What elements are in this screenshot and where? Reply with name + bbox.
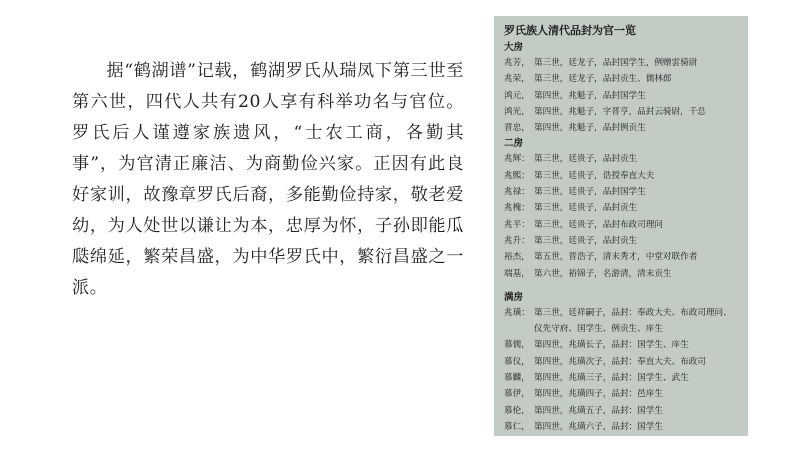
person-detail: 第三世，廷祥嗣子，品封：奉政大夫、布政司理问、仪先守府、国学生、例贡生、庠生 bbox=[534, 307, 732, 335]
article-text: 据“鹤湖谱”记载，鹤湖罗氏从瑞凤下第三世至第六世，四代人共有20人享有科举功名与官位。罗氏后人谨遵家族遗风，“士农工商，各勤其事”，为官清正廉洁、为商勤俭兴家。正因有此良好家训，故豫章罗氏后裔，多能勤俭持家，敬老爱幼，为人处世以谦让为本，忠厚为怀，子孙即能瓜瓞绵延，繁荣昌盛，为中华罗氏中，繁衍昌盛之一派。 bbox=[72, 61, 464, 298]
person-detail: 第四世，兆璜三子，品封：国学生、武生 bbox=[534, 373, 689, 384]
person-name: 兆璜： bbox=[504, 307, 530, 318]
person-name: 兆辉： bbox=[504, 154, 530, 165]
person-name: 鸿元， bbox=[504, 90, 530, 101]
person-detail: 第四世，兆璜五子，品封：国学生 bbox=[534, 405, 663, 416]
list-item bbox=[504, 419, 740, 435]
list-item bbox=[504, 88, 740, 104]
person-name: 兆熙： bbox=[504, 170, 530, 181]
person-detail: 第四世，兆魁子，字晋亨，品封云骑尉，千总 bbox=[534, 106, 706, 117]
list-item bbox=[504, 337, 740, 353]
list-item bbox=[504, 55, 740, 71]
person-detail: 第三世，廷龙子，品封贡生、儒林郎 bbox=[534, 74, 672, 85]
list-item bbox=[504, 104, 740, 120]
person-name: 慕儒， bbox=[504, 340, 530, 351]
person-name: 慕麟， bbox=[504, 373, 530, 384]
person-name: 鸿光， bbox=[504, 106, 530, 117]
person-detail: 第三世，廷贵子，品封国学生 bbox=[534, 187, 646, 198]
list-item bbox=[504, 217, 740, 233]
person-detail: 第四世，兆璜长子，品封：国学生、庠生 bbox=[534, 340, 689, 351]
person-name: 裕杰， bbox=[504, 252, 530, 263]
person-detail: 第三世，廷贵子，品封贡生 bbox=[534, 203, 638, 214]
person-name: 兆禄： bbox=[504, 187, 530, 198]
person-name: 慕伦， bbox=[504, 405, 530, 416]
list-item bbox=[504, 354, 740, 370]
section-dafang bbox=[504, 40, 740, 136]
person-detail: 第五世，晋浩子，清末秀才，中堂对联作者 bbox=[534, 252, 698, 263]
person-name: 慕仁， bbox=[504, 421, 530, 432]
list-item bbox=[504, 71, 740, 87]
list-item bbox=[504, 200, 740, 216]
section-title: 大房 bbox=[504, 42, 524, 53]
list-item bbox=[504, 370, 740, 386]
person-detail: 第三世，廷贵子，品封贡生 bbox=[534, 154, 638, 165]
section-title: 二房 bbox=[504, 138, 524, 150]
list-item bbox=[504, 120, 740, 136]
person-name: 晋忠， bbox=[504, 123, 530, 134]
person-name: 兆平： bbox=[504, 219, 530, 230]
list-item bbox=[504, 386, 740, 402]
person-name: 兆荣， bbox=[504, 74, 530, 85]
person-name: 慕仪， bbox=[504, 356, 530, 367]
list-item bbox=[504, 305, 740, 338]
section-spacer bbox=[504, 282, 740, 290]
list-item bbox=[504, 184, 740, 200]
person-name: 端基， bbox=[504, 268, 530, 279]
person-detail: 第三世，廷贵子，诰授奉直大夫 bbox=[534, 170, 655, 181]
person-detail: 第三世，廷贵子，品封贡生 bbox=[534, 235, 638, 246]
person-detail: 第六世，裕锦子，名游清，清末贡生 bbox=[534, 268, 672, 279]
person-detail: 第四世，兆璜四子，品封：邑庠生 bbox=[534, 389, 663, 400]
section-title: 满房 bbox=[504, 291, 524, 303]
list-item bbox=[504, 403, 740, 419]
person-detail: 第三世，廷贵子，品封布政司理问 bbox=[534, 219, 663, 230]
person-name: 兆升： bbox=[504, 235, 530, 246]
officials-list-panel bbox=[494, 16, 748, 436]
list-item bbox=[504, 168, 740, 184]
section-erfang bbox=[504, 136, 740, 281]
panel-title: 罗氏族人清代品封为官一览 bbox=[504, 24, 636, 37]
person-detail: 第四世，兆魁子，品封国学生 bbox=[534, 90, 646, 101]
list-item bbox=[504, 249, 740, 265]
list-item bbox=[504, 233, 740, 249]
person-name: 慕伊， bbox=[504, 389, 530, 400]
person-detail: 第四世，兆璜六子，品封：国学生 bbox=[534, 421, 663, 432]
section-manfang bbox=[504, 290, 740, 435]
person-name: 兆槐： bbox=[504, 203, 530, 214]
list-item bbox=[504, 151, 740, 167]
person-name: 兆芳， bbox=[504, 58, 530, 68]
person-detail: 第四世，兆魁子，品封例贡生 bbox=[534, 123, 646, 134]
list-item bbox=[504, 266, 740, 282]
person-detail: 第四世，兆璜次子，品封：奉直大夫、布政司 bbox=[534, 356, 706, 367]
person-detail: 第三世，廷龙子，品封国学生，例赠雲骑尉 bbox=[534, 58, 698, 68]
